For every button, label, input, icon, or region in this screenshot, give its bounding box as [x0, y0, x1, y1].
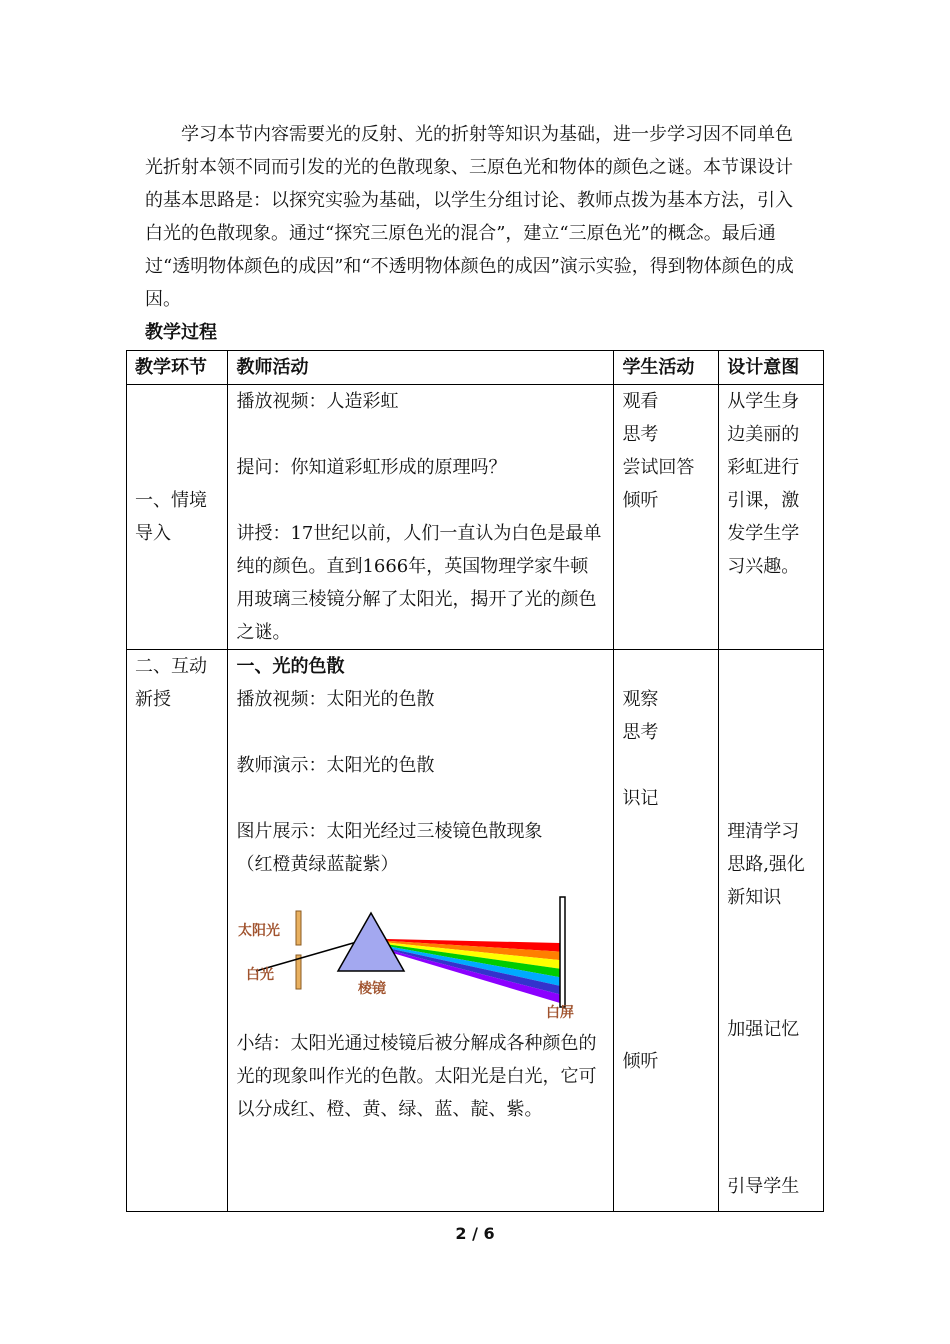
stage-cell [127, 385, 228, 650]
stage-text: 导入 [135, 523, 171, 544]
student-activity: 尝试回答 [622, 457, 695, 478]
label-screen: 白屏 [546, 1005, 575, 1021]
intro-paragraph: 学习本节内容需要光的反射、光的折射等知识为基础，进一步学习因不同单色光折射本领不同而引发的光的色散现象、三原色光和物体的颜色之谜。本节课设计的基本思路是：以探究实验为基础，以学生分组讨论、教师点拨为基本方法，引入白光的色散现象。通过“探究三原色光的混合”，建立“三原色光”的概念。最后通过“透明物体颜色的成因”和“不透明物体颜色的成因”演示实验，得到物体颜色的成因。 [145, 124, 794, 310]
table-row [127, 385, 824, 650]
page-current: 2 [455, 1224, 467, 1243]
design-intent: 引导学生 [727, 1176, 800, 1197]
lesson-table [126, 350, 824, 1212]
teacher-lecture: 讲授：17世纪以前，人们一直认为白色是最单纯的颜色。直到1666年，英国物理学家牛顿用玻璃三棱镜分解了太阳光，揭开了光的颜色之谜。 [236, 523, 602, 643]
teacher-question: 提问：你知道彩虹形成的原理吗？ [236, 457, 507, 478]
stage-text: 新授 [135, 689, 171, 710]
student-activity: 识记 [622, 788, 659, 809]
teacher-cell [228, 385, 614, 650]
intent-cell [719, 385, 824, 650]
header-teacher: 教师活动 [228, 351, 614, 385]
design-intent: 理清学习思路,强化新知识 [727, 821, 805, 908]
page-total: 6 [483, 1224, 495, 1243]
student-cell [614, 385, 719, 650]
student-activity: 倾听 [622, 490, 659, 511]
student-activity: 思考 [622, 424, 659, 445]
teacher-video: 播放视频：人造彩虹 [236, 391, 399, 412]
header-stage: 教学环节 [127, 351, 228, 385]
topic-heading: 一、光的色散 [236, 656, 345, 677]
table-header-row [127, 351, 824, 385]
teacher-video: 播放视频：太阳光的色散 [236, 689, 435, 710]
table-row [127, 650, 824, 1212]
teacher-demo: 教师演示：太阳光的色散 [236, 755, 435, 776]
design-intent: 从学生身边美丽的彩虹进行引课，激发学生学习兴趣。 [727, 391, 800, 577]
student-activity: 倾听 [622, 1051, 659, 1072]
teacher-picture: 图片展示：太阳光经过三棱镜色散现象 [236, 821, 543, 842]
intro-text [145, 118, 805, 316]
header-intent: 设计意图 [719, 351, 824, 385]
slit-bottom [296, 955, 301, 989]
intent-cell [719, 650, 824, 1212]
page-number: 2 / 6 [455, 1224, 495, 1243]
colors-note: （红橙黄绿蓝靛紫） [236, 854, 399, 875]
summary-text: 小结：太阳光通过棱镜后被分解成各种颜色的光的现象叫作光的色散。太阳光是白光，它可以分成红、橙、黄、绿、蓝、靛、紫。 [236, 1033, 597, 1120]
label-sunlight: 太阳光 [238, 923, 281, 939]
student-activity: 观看 [622, 391, 659, 412]
label-prism: 棱镜 [358, 981, 387, 997]
slit-top [296, 911, 301, 945]
student-activity: 思考 [622, 722, 659, 743]
label-white-light: 白光 [246, 967, 275, 983]
section-title: 教学过程 [145, 322, 217, 343]
student-cell [614, 650, 719, 1212]
stage-text: 一、情境 [135, 490, 207, 511]
header-student: 学生活动 [614, 351, 719, 385]
design-intent: 加强记忆 [727, 1019, 800, 1040]
dispersion-diagram [236, 891, 581, 1021]
white-screen [560, 897, 565, 1007]
stage-cell [127, 650, 228, 1212]
stage-text: 二、互动 [135, 656, 207, 677]
student-activity: 观察 [622, 689, 659, 710]
teacher-cell [228, 650, 614, 1212]
